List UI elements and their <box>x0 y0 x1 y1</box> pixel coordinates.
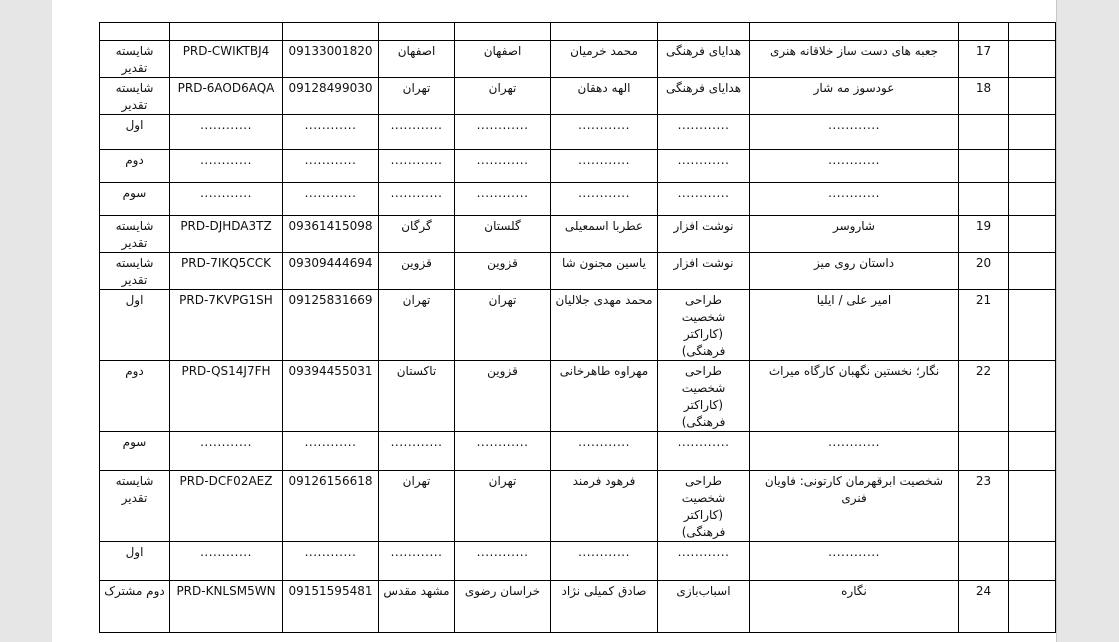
title-cell <box>750 23 959 41</box>
row-number-cell <box>959 183 1009 216</box>
province-cell: گلستان <box>455 216 551 253</box>
province-cell: تهران <box>455 471 551 542</box>
name-cell: ............ <box>551 115 658 150</box>
name-cell: ............ <box>551 183 658 216</box>
name-cell: فرهود فرمند <box>551 471 658 542</box>
city-cell: تاکستان <box>379 361 455 432</box>
name-cell: الهه دهقان <box>551 78 658 115</box>
category-cell: اسباب‌بازی <box>658 581 750 633</box>
row-number-cell: 20 <box>959 253 1009 290</box>
city-cell: تهران <box>379 78 455 115</box>
province-cell: قزوین <box>455 253 551 290</box>
title-cell: شخصیت ابرقهرمان کارتونی: فاویان فنری <box>750 471 959 542</box>
row-number-cell <box>959 23 1009 41</box>
code-cell: PRD-DJHDA3TZ <box>170 216 283 253</box>
city-cell: گرگان <box>379 216 455 253</box>
empty-cell <box>1009 41 1056 78</box>
title-cell: داستان روی میز <box>750 253 959 290</box>
category-cell: طراحی شخصیت (کاراکتر فرهنگی) <box>658 361 750 432</box>
status-cell: دوم مشترک <box>100 581 170 633</box>
name-cell: ............ <box>551 542 658 581</box>
city-cell: قزوین <box>379 253 455 290</box>
phone-cell: 09125831669 <box>283 290 379 361</box>
empty-cell <box>1009 471 1056 542</box>
code-cell: ............ <box>170 183 283 216</box>
title-cell: ............ <box>750 115 959 150</box>
province-cell: ............ <box>455 183 551 216</box>
table-row <box>100 78 1056 115</box>
status-cell: سوم <box>100 432 170 471</box>
table-row <box>100 216 1056 253</box>
category-cell: هدایای فرهنگی <box>658 78 750 115</box>
name-cell <box>551 23 658 41</box>
code-cell: PRD-KNLSM5WN <box>170 581 283 633</box>
city-cell: تهران <box>379 290 455 361</box>
table-row <box>100 23 1056 41</box>
results-table <box>99 22 1056 633</box>
row-number-cell: 22 <box>959 361 1009 432</box>
code-cell: PRD-6AOD6AQA <box>170 78 283 115</box>
empty-cell <box>1009 115 1056 150</box>
row-number-cell <box>959 542 1009 581</box>
document-page <box>52 0 1057 642</box>
name-cell: محمد خرمیان <box>551 41 658 78</box>
phone-cell: ............ <box>283 115 379 150</box>
row-number-cell: 21 <box>959 290 1009 361</box>
status-cell: دوم <box>100 150 170 183</box>
table-row <box>100 150 1056 183</box>
table-body <box>100 23 1056 633</box>
table-row <box>100 581 1056 633</box>
province-cell: ............ <box>455 115 551 150</box>
code-cell: PRD-7KVPG1SH <box>170 290 283 361</box>
province-cell <box>455 23 551 41</box>
empty-cell <box>1009 78 1056 115</box>
province-cell: ............ <box>455 432 551 471</box>
empty-cell <box>1009 23 1056 41</box>
city-cell: اصفهان <box>379 41 455 78</box>
name-cell: ............ <box>551 432 658 471</box>
name-cell: مهراوه طاهرخانی <box>551 361 658 432</box>
row-number-cell: 17 <box>959 41 1009 78</box>
title-cell: ............ <box>750 432 959 471</box>
table-row <box>100 41 1056 78</box>
category-cell: نوشت افزار <box>658 216 750 253</box>
status-cell: شایسته تقدیر <box>100 471 170 542</box>
phone-cell: 09128499030 <box>283 78 379 115</box>
category-cell: نوشت افزار <box>658 253 750 290</box>
status-cell: اول <box>100 542 170 581</box>
phone-cell: 09151595481 <box>283 581 379 633</box>
title-cell: ............ <box>750 183 959 216</box>
status-cell: شایسته تقدیر <box>100 216 170 253</box>
province-cell: ............ <box>455 542 551 581</box>
category-cell: ............ <box>658 542 750 581</box>
name-cell: صادق کمیلی نژاد <box>551 581 658 633</box>
category-cell: ............ <box>658 150 750 183</box>
code-cell: PRD-QS14J7FH <box>170 361 283 432</box>
empty-cell <box>1009 216 1056 253</box>
category-cell: ............ <box>658 183 750 216</box>
name-cell: ............ <box>551 150 658 183</box>
empty-cell <box>1009 432 1056 471</box>
name-cell: یاسین مجنون شا <box>551 253 658 290</box>
title-cell: نگار؛ نخستین نگهبان کارگاه میراث <box>750 361 959 432</box>
city-cell: ............ <box>379 542 455 581</box>
city-cell: ............ <box>379 115 455 150</box>
row-number-cell <box>959 150 1009 183</box>
phone-cell: 09309444694 <box>283 253 379 290</box>
code-cell: PRD-7IKQ5CCK <box>170 253 283 290</box>
row-number-cell: 24 <box>959 581 1009 633</box>
status-cell <box>100 23 170 41</box>
city-cell: مشهد مقدس <box>379 581 455 633</box>
title-cell: جعبه های دست ساز خلاقانه هنری <box>750 41 959 78</box>
province-cell: قزوین <box>455 361 551 432</box>
table-row <box>100 290 1056 361</box>
province-cell: تهران <box>455 290 551 361</box>
title-cell: ............ <box>750 542 959 581</box>
table-row <box>100 542 1056 581</box>
row-number-cell: 19 <box>959 216 1009 253</box>
title-cell: ............ <box>750 150 959 183</box>
phone-cell: ............ <box>283 150 379 183</box>
status-cell: شایسته تقدیر <box>100 253 170 290</box>
title-cell: نگاره <box>750 581 959 633</box>
phone-cell: ............ <box>283 432 379 471</box>
phone-cell: 09126156618 <box>283 471 379 542</box>
empty-cell <box>1009 150 1056 183</box>
status-cell: دوم <box>100 361 170 432</box>
category-cell: ............ <box>658 115 750 150</box>
city-cell <box>379 23 455 41</box>
empty-cell <box>1009 253 1056 290</box>
empty-cell <box>1009 361 1056 432</box>
status-cell: سوم <box>100 183 170 216</box>
code-cell: PRD-CWIKTBJ4 <box>170 41 283 78</box>
empty-cell <box>1009 581 1056 633</box>
province-cell: خراسان رضوی <box>455 581 551 633</box>
province-cell: تهران <box>455 78 551 115</box>
table-row <box>100 115 1056 150</box>
title-cell: عودسوز مه شار <box>750 78 959 115</box>
row-number-cell <box>959 432 1009 471</box>
city-cell: تهران <box>379 471 455 542</box>
category-cell: طراحی شخصیت (کاراکتر فرهنگی) <box>658 471 750 542</box>
phone-cell: ............ <box>283 542 379 581</box>
code-cell: ............ <box>170 432 283 471</box>
status-cell: اول <box>100 290 170 361</box>
row-number-cell: 23 <box>959 471 1009 542</box>
category-cell <box>658 23 750 41</box>
title-cell: امیر علی / ایلیا <box>750 290 959 361</box>
empty-cell <box>1009 290 1056 361</box>
code-cell <box>170 23 283 41</box>
row-number-cell: 18 <box>959 78 1009 115</box>
province-cell: ............ <box>455 150 551 183</box>
table-row <box>100 183 1056 216</box>
category-cell: هدایای فرهنگی <box>658 41 750 78</box>
table-row <box>100 471 1056 542</box>
code-cell: PRD-DCF02AEZ <box>170 471 283 542</box>
empty-cell <box>1009 542 1056 581</box>
name-cell: عطربا اسمعیلی <box>551 216 658 253</box>
phone-cell: 09133001820 <box>283 41 379 78</box>
name-cell: محمد مهدی جلالیان <box>551 290 658 361</box>
status-cell: شایسته تقدیر <box>100 41 170 78</box>
phone-cell: 09361415098 <box>283 216 379 253</box>
city-cell: ............ <box>379 432 455 471</box>
table-row <box>100 253 1056 290</box>
code-cell: ............ <box>170 115 283 150</box>
code-cell: ............ <box>170 542 283 581</box>
status-cell: شایسته تقدیر <box>100 78 170 115</box>
code-cell: ............ <box>170 150 283 183</box>
phone-cell <box>283 23 379 41</box>
empty-cell <box>1009 183 1056 216</box>
category-cell: طراحی شخصیت (کاراکتر فرهنگی) <box>658 290 750 361</box>
row-number-cell <box>959 115 1009 150</box>
phone-cell: 09394455031 <box>283 361 379 432</box>
city-cell: ............ <box>379 183 455 216</box>
status-cell: اول <box>100 115 170 150</box>
phone-cell: ............ <box>283 183 379 216</box>
category-cell: ............ <box>658 432 750 471</box>
province-cell: اصفهان <box>455 41 551 78</box>
table-row <box>100 361 1056 432</box>
title-cell: شاروسر <box>750 216 959 253</box>
city-cell: ............ <box>379 150 455 183</box>
table-row <box>100 432 1056 471</box>
